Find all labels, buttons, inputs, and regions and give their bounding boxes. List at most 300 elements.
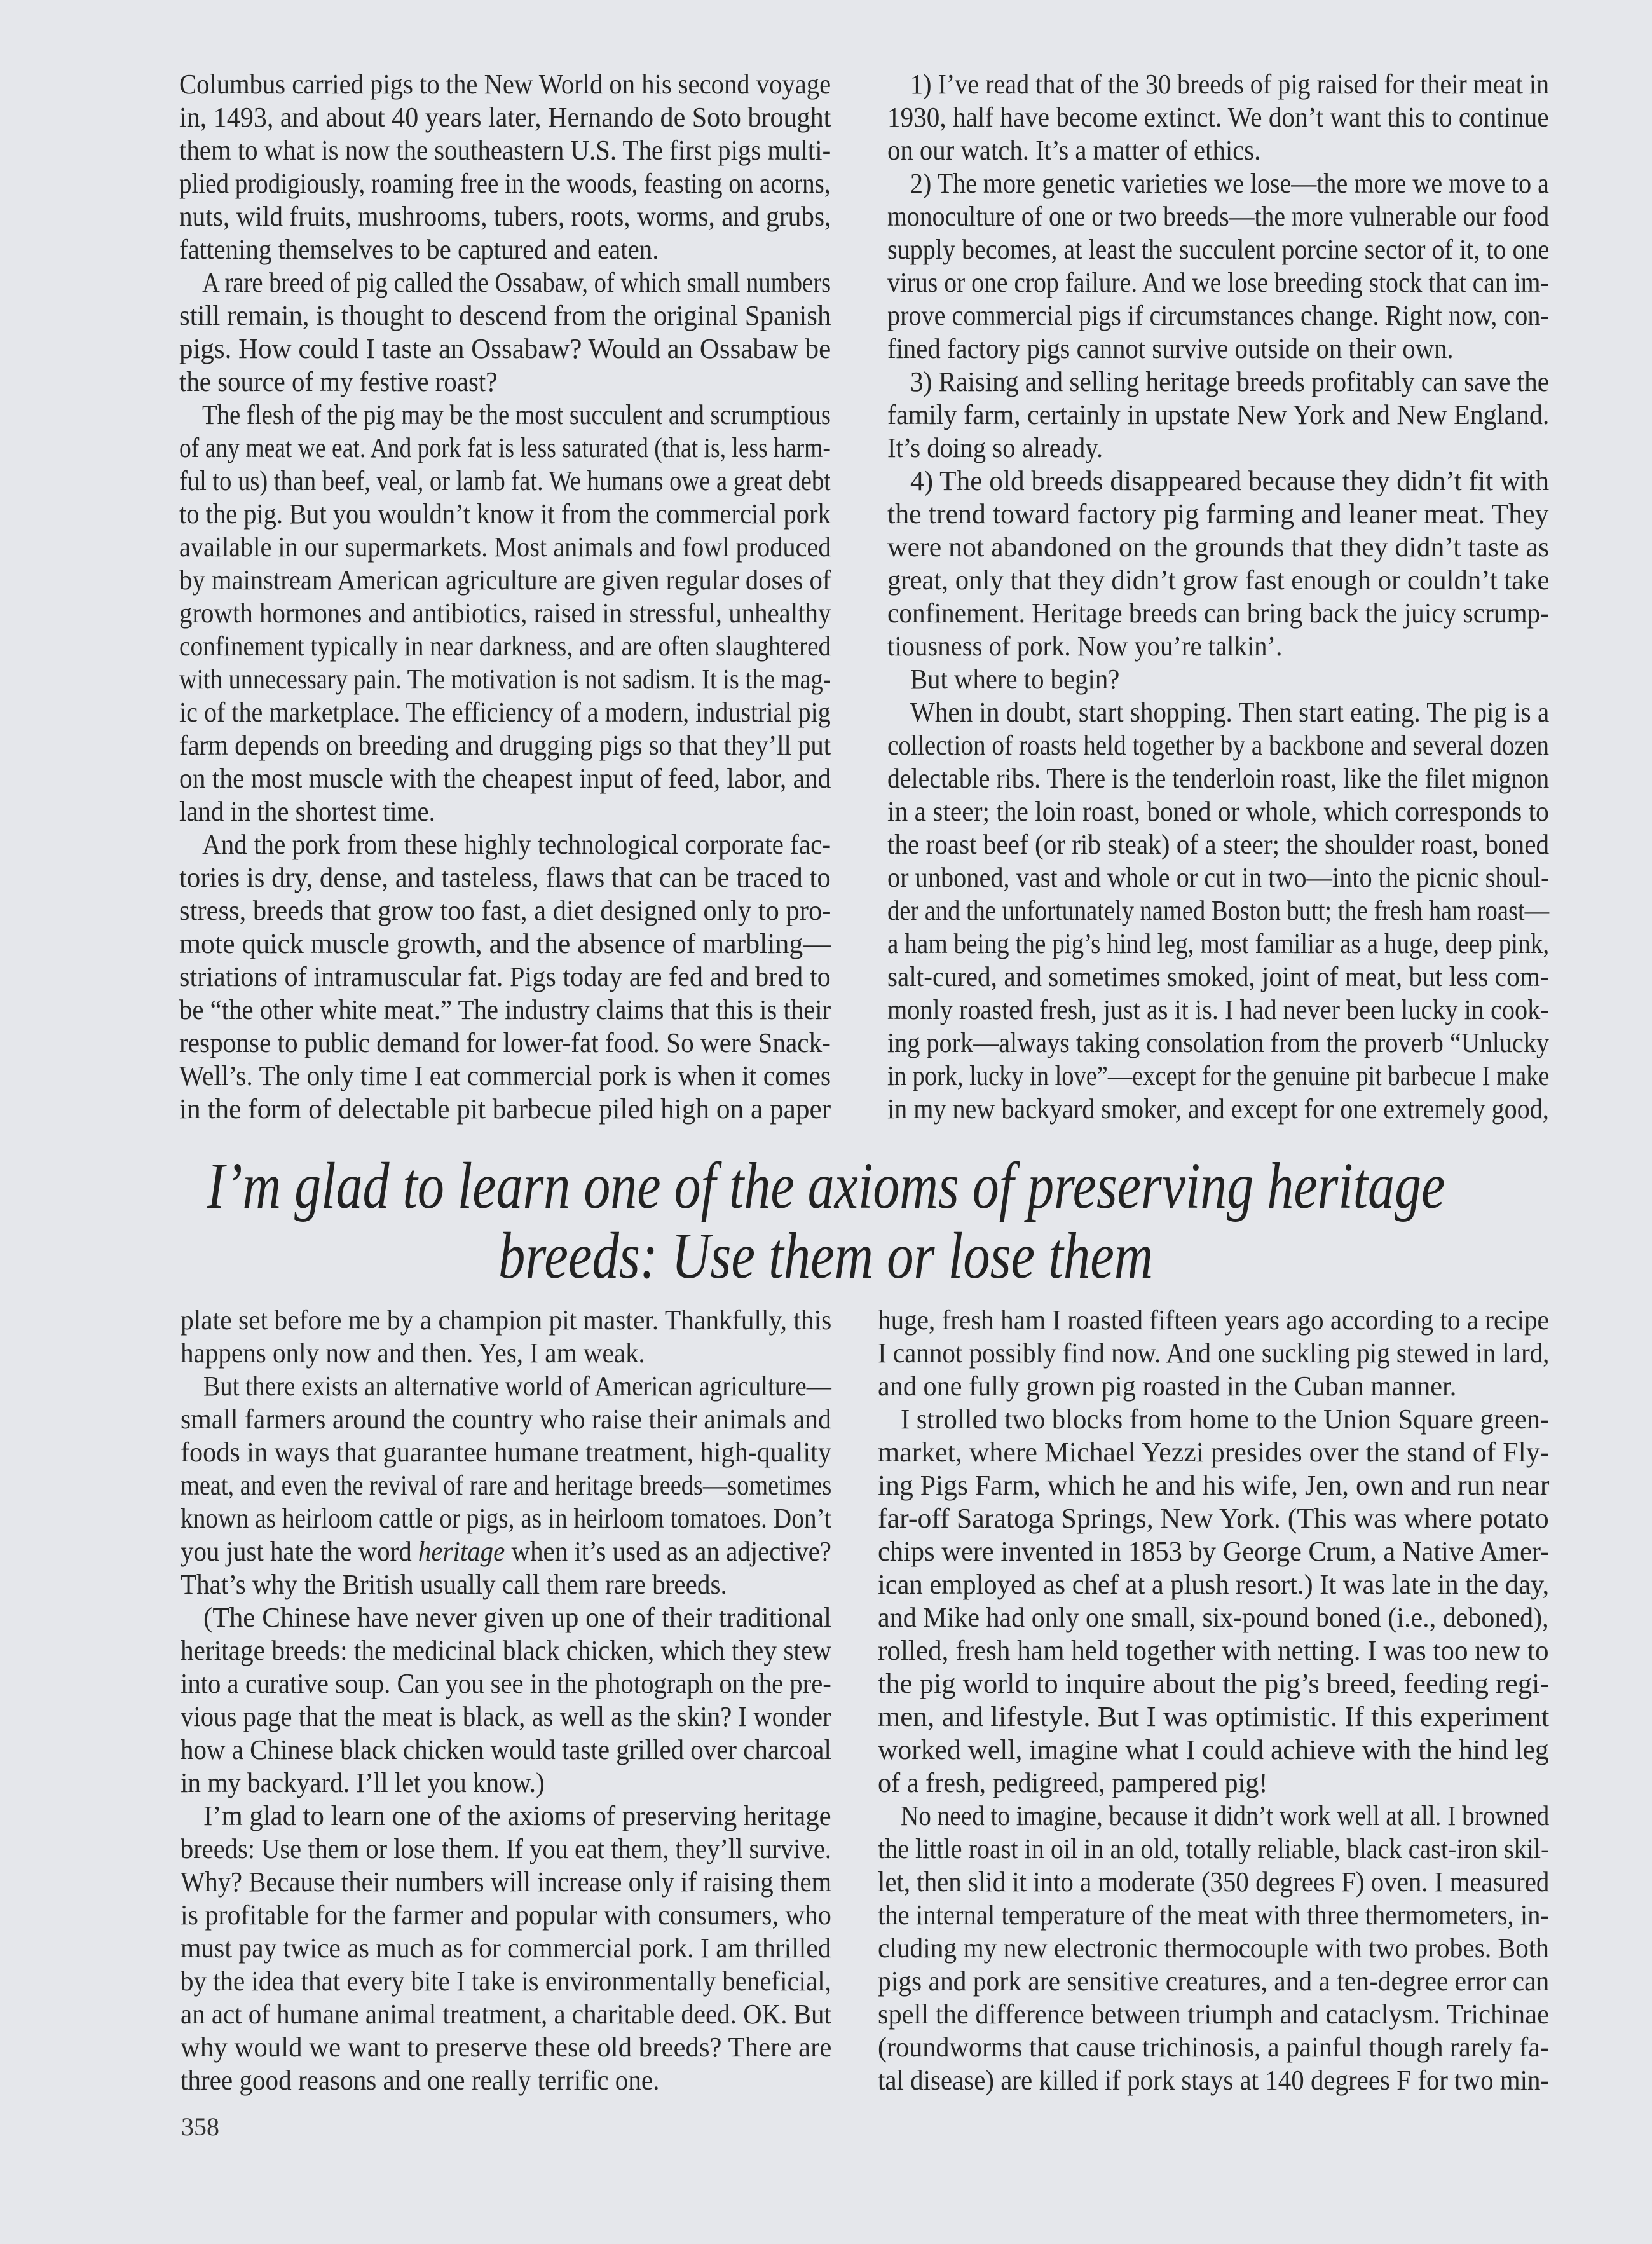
text-line	[181, 1370, 831, 1403]
text-line	[878, 1535, 1549, 1568]
text-run: I cannot possibly find now. And one suckling pig stewed in lard,	[878, 1338, 1550, 1369]
text-run: when it’s used as an adjective?	[505, 1536, 831, 1567]
text-run: by the idea that every bite I take is environmentally beneficial,	[181, 1966, 831, 1997]
text-line-content	[179, 167, 831, 200]
text-run: of a fresh, pedigreed, pampered pig!	[878, 1767, 1268, 1798]
text-line-content	[179, 696, 831, 729]
text-run: on our watch. It’s a matter of ethics.	[887, 135, 1261, 166]
text-run: ing Pigs Farm, which he and his wife, Jen, own and run near	[878, 1470, 1550, 1501]
text-run: and one fully grown pig roasted in the Cuban manner.	[878, 1371, 1457, 1402]
text-line	[887, 894, 1549, 927]
text-line	[179, 432, 831, 465]
text-run: ican employed as chef at a plush resort.) It was late in the day,	[878, 1569, 1550, 1600]
text-line	[887, 465, 1549, 498]
text-run: in my new backyard smoker, and except for one extremely good,	[887, 1093, 1549, 1125]
text-run: the internal temperature of the meat with three thermometers, in-	[878, 1899, 1550, 1931]
text-line	[878, 1965, 1549, 1998]
text-line	[181, 1767, 831, 1800]
text-line	[179, 630, 831, 663]
text-line	[181, 1403, 831, 1436]
text-line	[887, 101, 1549, 134]
text-run: rolled, fresh ham held together with netting. I was too new to	[878, 1635, 1549, 1666]
text-run: plate set before me by a champion pit master. Thankfully, this	[181, 1304, 832, 1336]
text-line	[181, 1965, 831, 1998]
text-run: is profitable for the farmer and popular with consumers, who	[181, 1899, 831, 1931]
pull-quote-text: breeds: Use them or lose them	[498, 1219, 1154, 1292]
text-line-content	[203, 1800, 831, 1833]
text-line-content	[181, 1568, 727, 1601]
text-line-content	[910, 167, 1549, 200]
text-line-content	[181, 1998, 831, 2031]
text-line-content	[887, 432, 1103, 465]
text-line-content	[878, 1469, 1549, 1502]
text-line-content	[878, 1700, 1549, 1734]
text-line-content	[878, 1899, 1549, 1932]
text-line	[878, 2064, 1549, 2097]
text-line-content	[878, 1535, 1549, 1568]
text-line-content	[887, 828, 1549, 861]
text-run: collection of roasts held together by a backbone and several dozen	[887, 730, 1549, 761]
text-line-content	[878, 1337, 1549, 1370]
text-line	[887, 332, 1549, 366]
text-run: breeds: Use them or lose them. If you eat them, they’ll survive.	[181, 1833, 831, 1864]
text-run: delectable ribs. There is the tenderloin roast, like the filet mignon	[887, 763, 1550, 794]
text-line-content	[887, 233, 1549, 266]
text-line	[887, 233, 1549, 266]
text-line	[887, 1060, 1549, 1093]
text-line	[887, 597, 1549, 630]
text-line-content	[878, 2031, 1549, 2064]
text-line	[179, 167, 831, 200]
text-line	[179, 531, 831, 564]
text-line	[181, 1700, 831, 1734]
text-line-content	[910, 465, 1549, 498]
text-line-content	[181, 1403, 831, 1436]
text-line	[887, 663, 1549, 696]
text-run: in my backyard. I’ll let you know.)	[181, 1767, 545, 1798]
text-line-content	[181, 1866, 831, 1899]
text-line-content	[878, 1932, 1549, 1965]
text-line	[887, 432, 1549, 465]
text-run: tal disease) are killed if pork stays at 140 degrees F for two min-	[878, 2065, 1550, 2096]
text-line-content	[203, 1370, 831, 1403]
text-line	[887, 762, 1549, 795]
text-run: That’s why the British usually call them rare breeds.	[181, 1569, 727, 1600]
text-line	[181, 1634, 831, 1667]
text-line-content	[179, 927, 831, 961]
text-run: the roast beef (or rib steak) of a steer; the shoulder roast, boned	[887, 829, 1550, 860]
text-line-content	[878, 1734, 1549, 1767]
text-run: Columbus carried pigs to the New World on his second voyage	[179, 69, 831, 100]
text-line-content	[179, 630, 831, 663]
text-run: confinement. Heritage breeds can bring back the juicy scrump-	[887, 598, 1550, 629]
text-line-content	[878, 1667, 1549, 1700]
column-top-left	[179, 68, 831, 1126]
text-run: ful to us) than beef, veal, or lamb fat. We humans owe a great debt	[179, 465, 831, 496]
text-line	[181, 1337, 831, 1370]
text-line-content	[181, 1833, 831, 1866]
text-run: let, then slid it into a moderate (350 degrees F) oven. I measured	[878, 1866, 1550, 1898]
text-line	[181, 2064, 831, 2097]
text-run: heritage breeds: the medicinal black chicken, which they stew	[181, 1635, 832, 1666]
text-line-content	[181, 1899, 831, 1932]
text-line-content	[887, 299, 1549, 332]
text-line-content	[179, 994, 831, 1027]
text-line-content	[179, 134, 831, 167]
text-line-content	[887, 498, 1549, 531]
text-run: be “the other white meat.” The industry claims that this is their	[179, 994, 831, 1025]
text-line-content	[181, 1634, 831, 1667]
text-run: tories is dry, dense, and tasteless, flaws that can be traced to	[179, 862, 831, 893]
text-run: (The Chinese have never given up one of their traditional	[203, 1602, 831, 1633]
text-line-content	[179, 762, 831, 795]
text-run: mote quick muscle growth, and the absence of marbling—	[179, 928, 831, 959]
text-line-content	[887, 894, 1549, 927]
text-run: of any meat we eat. And pork fat is less saturated (that is, less harm-	[179, 432, 831, 463]
text-line-content	[181, 1469, 831, 1502]
text-line	[878, 1899, 1549, 1932]
text-run: I strolled two blocks from home to the Union Square green-	[901, 1404, 1550, 1435]
text-line	[887, 498, 1549, 531]
text-run: But there exists an alternative world of American agriculture—	[203, 1371, 831, 1402]
text-run: men, and lifestyle. But I was optimistic. If this experiment	[878, 1701, 1550, 1732]
text-run: the little roast in oil in an old, totally reliable, black cast-iron skil-	[878, 1833, 1550, 1864]
text-run: into a curative soup. Can you see in the photograph on the pre-	[181, 1668, 831, 1699]
text-line-content	[181, 1502, 831, 1535]
text-line	[878, 1700, 1549, 1734]
text-run: nuts, wild fruits, mushrooms, tubers, roots, worms, and grubs,	[179, 201, 831, 232]
text-line	[181, 1734, 831, 1767]
text-line	[181, 1833, 831, 1866]
text-line	[179, 961, 831, 994]
text-line	[181, 1866, 831, 1899]
text-run: still remain, is thought to descend from the original Spanish	[179, 300, 831, 331]
text-line	[181, 1998, 831, 2031]
text-line	[179, 233, 831, 266]
text-line-content	[179, 531, 831, 564]
text-line-content	[181, 2064, 659, 2097]
text-line	[887, 366, 1549, 399]
text-line	[181, 1469, 831, 1502]
text-line-content	[181, 1337, 645, 1370]
text-line-content	[202, 399, 831, 432]
pull-quote-line-1	[0, 1148, 1652, 1224]
text-line-content	[179, 432, 831, 465]
text-line	[878, 1337, 1549, 1370]
text-run: foods in ways that guarantee humane treatment, high-quality	[181, 1437, 831, 1468]
text-run: available in our supermarkets. Most animals and fowl produced	[179, 531, 831, 563]
text-line-content	[179, 68, 831, 101]
text-line	[878, 1932, 1549, 1965]
text-line	[878, 2031, 1549, 2064]
text-line-content	[887, 399, 1549, 432]
text-line	[887, 1027, 1549, 1060]
text-line	[179, 861, 831, 894]
text-run: ing pork—always taking consolation from the proverb “Unlucky	[887, 1027, 1550, 1058]
text-line	[179, 266, 831, 299]
text-line	[181, 1568, 831, 1601]
text-line	[887, 564, 1549, 597]
text-line	[179, 597, 831, 630]
text-run: small farmers around the country who raise their animals and	[181, 1404, 831, 1435]
text-run: Well’s. The only time I eat commercial pork is when it comes	[179, 1060, 831, 1091]
text-run: you just hate the word	[181, 1536, 418, 1567]
text-run: far-off Saratoga Springs, New York. (This was where potato	[878, 1503, 1549, 1534]
text-line	[179, 894, 831, 927]
text-line-content	[179, 1060, 831, 1093]
text-line-content	[887, 994, 1549, 1027]
text-run: But where to begin?	[910, 664, 1120, 695]
text-run: It’s doing so already.	[887, 432, 1103, 463]
text-line-content	[202, 266, 831, 299]
text-run: 1930, half have become extinct. We don’t want this to continue	[887, 102, 1549, 133]
text-line	[887, 994, 1549, 1027]
text-run: them to what is now the southeastern U.S. The first pigs multi-	[179, 135, 831, 166]
text-line-content	[878, 1998, 1549, 2031]
text-line-content	[878, 1833, 1549, 1866]
text-line	[179, 696, 831, 729]
text-run: pigs. How could I taste an Ossabaw? Would an Ossabaw be	[179, 333, 831, 364]
text-line-content	[203, 1601, 831, 1634]
text-line	[181, 1304, 831, 1337]
text-line	[878, 1436, 1549, 1469]
text-run: market, where Michael Yezzi presides over the stand of Fly-	[878, 1437, 1550, 1468]
text-run: three good reasons and one really terrific one.	[181, 2065, 660, 2096]
text-line-content	[887, 1093, 1549, 1126]
text-run: in the form of delectable pit barbecue piled high on a paper	[179, 1093, 831, 1125]
text-run: an act of humane animal treatment, a charitable deed. OK. But	[181, 1999, 831, 2030]
text-line-content	[179, 465, 831, 498]
column-bottom-left	[181, 1304, 831, 2097]
text-run: monoculture of one or two breeds—the more vulnerable our food	[887, 201, 1550, 232]
text-run: confinement typically in near darkness, and are often slaughtered	[179, 631, 831, 662]
text-run: fattening themselves to be captured and eaten.	[179, 234, 659, 265]
text-line-content	[181, 1965, 831, 1998]
text-line-content	[179, 200, 831, 233]
text-run: must pay twice as much as for commercial pork. I am thrilled	[181, 1933, 831, 1964]
text-line	[179, 994, 831, 1027]
text-run: virus or one crop failure. And we lose breeding stock that can im-	[887, 267, 1549, 298]
text-run: And the pork from these highly technological corporate fac-	[202, 829, 831, 860]
text-run: and Mike had only one small, six-pound boned (i.e., deboned),	[878, 1602, 1549, 1633]
text-line-content	[887, 1027, 1549, 1060]
text-line-content	[181, 1304, 831, 1337]
text-run: with unnecessary pain. The motivation is not sadism. It is the mag-	[179, 664, 831, 695]
text-line	[181, 2031, 831, 2064]
text-line	[179, 1093, 831, 1126]
text-line-content	[887, 630, 1282, 663]
text-run: A rare breed of pig called the Ossabaw, of which small numbers	[202, 267, 831, 298]
text-run: huge, fresh ham I roasted fifteen years ago according to a recipe	[878, 1304, 1549, 1336]
text-line	[878, 1469, 1549, 1502]
text-run: great, only that they didn’t grow fast enough or couldn’t take	[887, 564, 1550, 596]
text-line	[179, 828, 831, 861]
text-run: land in the shortest time.	[179, 796, 435, 827]
text-line	[887, 630, 1549, 663]
text-run: supply becomes, at least the succulent porcine sector of it, to one	[887, 234, 1550, 265]
text-line-content	[878, 1601, 1549, 1634]
text-line-content	[878, 1634, 1549, 1667]
text-line-content	[878, 1866, 1549, 1899]
text-line-content	[179, 332, 831, 366]
text-run: or unboned, vast and whole or cut in two—into the picnic shoul-	[887, 862, 1550, 893]
text-line	[878, 1634, 1549, 1667]
text-run: striations of intramuscular fat. Pigs today are fed and bred to	[179, 961, 831, 992]
text-line-content	[181, 1767, 545, 1800]
text-run: 2) The more genetic varieties we lose—the more we move to a	[910, 168, 1549, 199]
text-line	[878, 1734, 1549, 1767]
text-line	[878, 1370, 1549, 1403]
text-line	[887, 167, 1549, 200]
text-line	[179, 399, 831, 432]
text-line-content	[878, 1568, 1549, 1601]
text-run: to the pig. But you wouldn’t know it from the commercial pork	[179, 498, 831, 530]
text-line-content	[887, 266, 1549, 299]
text-run: family farm, certainly in upstate New York and New England.	[887, 399, 1550, 430]
text-line	[179, 663, 831, 696]
text-line-content	[181, 2031, 831, 2064]
text-line-content	[878, 1370, 1456, 1403]
text-line	[887, 961, 1549, 994]
text-line-content	[179, 961, 831, 994]
text-run: why would we want to preserve these old breeds? There are	[181, 2032, 832, 2063]
text-line	[179, 795, 831, 828]
text-line-content	[887, 200, 1549, 233]
text-line	[887, 68, 1549, 101]
text-line-content	[887, 1060, 1549, 1093]
text-line-content	[910, 663, 1119, 696]
text-run: (roundworms that cause trichinosis, a painful though rarely fa-	[878, 2032, 1549, 2063]
text-line-content	[179, 101, 831, 134]
text-run: in, 1493, and about 40 years later, Hernando de Soto brought	[179, 102, 831, 133]
text-line	[887, 861, 1549, 894]
text-run: ic of the marketplace. The efficiency of a modern, industrial pig	[179, 697, 831, 728]
text-line	[179, 465, 831, 498]
text-line	[179, 498, 831, 531]
text-line-content	[179, 1027, 831, 1060]
text-run: cluding my new electronic thermocouple with two probes. Both	[878, 1933, 1549, 1964]
text-line-content	[887, 961, 1549, 994]
text-run: by mainstream American agriculture are given regular doses of	[179, 564, 831, 596]
text-run: farm depends on breeding and drugging pigs so that they’ll put	[179, 730, 831, 761]
text-line	[887, 299, 1549, 332]
text-line	[878, 1833, 1549, 1866]
text-line-content	[878, 1304, 1549, 1337]
text-line-content	[878, 1767, 1267, 1800]
text-run: the source of my festive roast?	[179, 366, 498, 397]
text-line-content	[901, 1800, 1549, 1833]
text-line-content	[887, 795, 1549, 828]
text-line-content	[202, 828, 831, 861]
text-line-content	[901, 1403, 1549, 1436]
text-line	[887, 927, 1549, 961]
text-run: salt-cured, and sometimes smoked, joint of meat, but less com-	[887, 961, 1549, 992]
text-line-content	[887, 531, 1549, 564]
text-line-content	[887, 729, 1549, 762]
text-line	[887, 1093, 1549, 1126]
text-run: response to public demand for lower-fat food. So were Snack-	[179, 1027, 831, 1058]
text-line-content	[887, 762, 1549, 795]
text-line	[179, 134, 831, 167]
text-line-content	[887, 564, 1549, 597]
text-line	[179, 101, 831, 134]
text-line-content	[179, 564, 831, 597]
text-line	[887, 200, 1549, 233]
text-line-content	[179, 597, 831, 630]
text-line	[181, 1502, 831, 1535]
text-run: monly roasted fresh, just as it is. I had never been lucky in cook-	[887, 994, 1549, 1025]
text-line	[887, 399, 1549, 432]
text-line	[179, 564, 831, 597]
text-run: stress, breeds that grow too fast, a diet designed only to pro-	[179, 895, 831, 926]
text-line	[179, 366, 831, 399]
text-line	[179, 762, 831, 795]
column-bottom-right	[878, 1304, 1549, 2097]
text-line-content	[179, 795, 435, 828]
text-run: spell the difference between triumph and cataclysm. Trichinae	[878, 1999, 1549, 2030]
text-run: in a steer; the loin roast, boned or whole, which corresponds to	[887, 796, 1549, 827]
text-line-content	[179, 366, 497, 399]
text-line	[179, 332, 831, 366]
text-line-content	[181, 1667, 831, 1700]
text-line	[878, 1800, 1549, 1833]
text-line	[887, 531, 1549, 564]
text-line	[887, 696, 1549, 729]
text-line	[878, 1767, 1549, 1800]
text-line	[179, 1060, 831, 1093]
text-line	[181, 1932, 831, 1965]
text-line	[181, 1899, 831, 1932]
text-line-content	[179, 233, 659, 266]
text-run: 4) The old breeds disappeared because they didn’t fit with	[910, 465, 1550, 496]
text-line	[878, 1866, 1549, 1899]
text-line-content	[887, 134, 1260, 167]
text-line	[181, 1436, 831, 1469]
pull-quote-text: I’m glad to learn one of the axioms of preserving heritage	[207, 1149, 1445, 1222]
text-run: No need to imagine, because it didn’t work well at all. I browned	[901, 1800, 1550, 1831]
text-line-content	[181, 1932, 831, 1965]
text-line	[179, 68, 831, 101]
text-run: a ham being the pig’s hind leg, most familiar as a huge, deep pink,	[887, 928, 1550, 959]
text-line	[878, 1568, 1549, 1601]
text-line-content	[910, 696, 1549, 729]
text-line	[179, 927, 831, 961]
text-run: known as heirloom cattle or pigs, as in heirloom tomatoes. Don’t	[181, 1503, 831, 1534]
text-run: tiousness of pork. Now you’re talkin’.	[887, 631, 1283, 662]
text-line	[179, 1027, 831, 1060]
text-run: 1) I’ve read that of the 30 breeds of pig raised for their meat in	[910, 69, 1550, 100]
text-line	[887, 134, 1549, 167]
text-run: der and the unfortunately named Boston butt; the fresh ham roast—	[887, 895, 1550, 926]
text-run: on the most muscle with the cheapest input of feed, labor, and	[179, 763, 831, 794]
text-line-content	[887, 101, 1549, 134]
text-line-content	[887, 597, 1549, 630]
text-line-content	[181, 1535, 831, 1568]
text-line-content	[878, 1965, 1549, 1998]
text-line-content	[181, 1436, 831, 1469]
column-top-right	[887, 68, 1549, 1126]
text-run: plied prodigiously, roaming free in the woods, feasting on acorns,	[179, 168, 831, 199]
text-run: chips were invented in 1853 by George Crum, a Native Amer-	[878, 1536, 1550, 1567]
text-run: When in doubt, start shopping. Then start eating. The pig is a	[910, 697, 1550, 728]
text-line-content	[878, 2064, 1549, 2097]
text-line-content	[179, 861, 831, 894]
text-line-content	[878, 1502, 1549, 1535]
text-line-content	[887, 332, 1454, 366]
text-line-content	[887, 927, 1549, 961]
text-line-content	[179, 729, 831, 762]
text-run: Why? Because their numbers will increase only if raising them	[181, 1866, 832, 1898]
